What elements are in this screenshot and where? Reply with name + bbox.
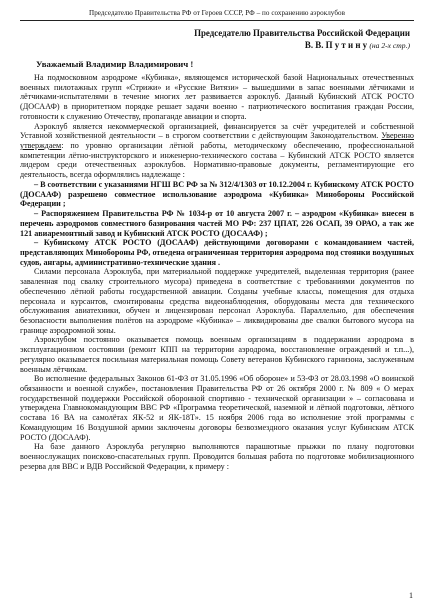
letter-body xyxy=(20,73,414,471)
paragraph-7: Аэроклубом постоянно оказывается помощь военным организациям в поддержании аэродрома в эксплуатационном состоянии (ремонт КПП на территории аэродрома, восстановление ограждений и т.п...), регулярно оказывается посильная материальная помощь Совету ветеранов Кубинского гарнизона, заслуженным военным лётчикам. xyxy=(20,335,414,374)
underlined-phrase: Уверенно утверждаем xyxy=(20,131,414,151)
paragraph-1: На подмосковном аэродроме «Кубинка», являющемся исторической базой Национальных отечественных военных пилотажных групп «Стрижи» и «Русские Витязи» – вышедшими в запас военными лётчиками и лётчиками-испытателями в течение многих лет развивается аэроклуб. Данный Кубинский АТСК РОСТО (ДОСААФ) в приоритетном порядке решает задачи военно - патриотического воспитания граждан России, готовности к служению Отечеству, пропаганде авиации и спорта. xyxy=(20,73,414,121)
document-page xyxy=(0,9,427,609)
paragraph-2-tail: : по уровню организации лётной работы, методическому обеспечению, профессиональной компетенции лётно-инструкторского и инженерно-технического состава – Кубинский АТСК РОСТО является лидером среди отечественных аэроклубов. Нормативно-правовые документы, регламентирующие его деятельность, всегда оформлялись надлежаще : xyxy=(20,141,414,180)
paragraph-5-bullet: – Кубинскому АТСК РОСТО (ДОСААФ) действующими договорами с командованием частей, представляющих Минобороны РФ, отведена ограниченная территория аэродрома под стоянки воздушных судов, ангары, административно-технические здания . xyxy=(20,238,414,267)
paragraph-4-bullet: – Распоряжением Правительства РФ № 1034-р от 10 августа 2007 г. – аэродром «Кубинка» внесен в перечень аэродромов совместного базирования частей МО РФ: 237 ЦПАТ, 226 ОСАП, 39 ОРАО, а так же 121 авиаремонтный завод и Кубинский АТСК РОСТО (ДОСААФ) ; xyxy=(20,209,414,238)
page-number: 1 xyxy=(409,591,413,600)
paragraph-2 xyxy=(20,122,414,180)
pages-note: (на 2-х стр.) xyxy=(369,41,410,50)
addressee-title: Председателю Правительства Российской Федерации xyxy=(194,28,410,38)
addressee-block xyxy=(20,27,414,52)
addressee-name-line xyxy=(20,39,410,52)
header-rule xyxy=(20,20,414,21)
paragraph-3-bullet: – В соответствии с указаниями НГШ ВС РФ за № 312/4/1303 от 10.12.2004 г. Кубинскому АТСК РОСТО (ДОСААФ) разрешено совместное использование аэродрома «Кубинка» Минобороны Российской Федерации ; xyxy=(20,179,414,209)
paragraph-8: Во исполнение федеральных Законов 61-ФЗ от 31.05.1996 «Об обороне» и 53-ФЗ от 28.03.1998 «О воинской обязанности и военной службе», постановления Правительства РФ от 26 октября 2000 г. № 809 « О мерах государственной поддержки Российской оборонной спортивно - технической организации » – согласована и утверждена Главнокомандующим ВВС РФ «Программа теоретической, наземной и лётной подготовки, лётного состава 16 ВА на самолётах ЯК-52 и ЯК-18Т». 15 ноября 2006 года во исполнение этой программы с Командующим 16 Воздушной армии заключены договоры безвозмездного оказания услуг Кубинским АТСК РОСТО (ДОСААФ). xyxy=(20,374,414,442)
paragraph-2-lead: Аэроклуб является некоммерческой организацией, финансируется за счёт учредителей и собственной Уставной хозяйственной деятельности – в строгом соответствии с действующим Законодательством. xyxy=(20,121,414,141)
paragraph-9: На базе данного Аэроклуба регулярно выполняются парашютные прыжки по плану подготовки военнослужащих поисково-спасательных групп. Проводится большая работа по подготовке мобилизационного резерва для ВВС и ВДВ Российской Федерации, к примеру : xyxy=(20,442,414,471)
running-header: Председателю Правительства РФ от Героев СССР, РФ – по сохранению аэроклубов xyxy=(89,9,345,17)
paragraph-6: Силами персонала Аэроклуба, при материальной поддержке учредителей, выделенная территория (ранее заваленная под свалку строительного мусора) приведена в соответствие с требованиями документов по обеспечению лётной работы государственной авиации. Созданы учебные классы, помещения для отдыха персонала и курсантов, смонтированы средства видеонаблюдения, оборудованы места для технического обслуживания авиатехники, обучен и лицензирован персонал Аэроклуба. Параллельно, для обеспечения безопасности выполнения полётов на аэродроме «Кубинка» – ликвидированы две свалки бытового мусора на границе аэродромной зоны. xyxy=(20,267,414,335)
salutation: Уважаемый Владимир Владимирович ! xyxy=(36,59,194,69)
addressee-name: В. В. П у т и н у xyxy=(304,40,368,50)
